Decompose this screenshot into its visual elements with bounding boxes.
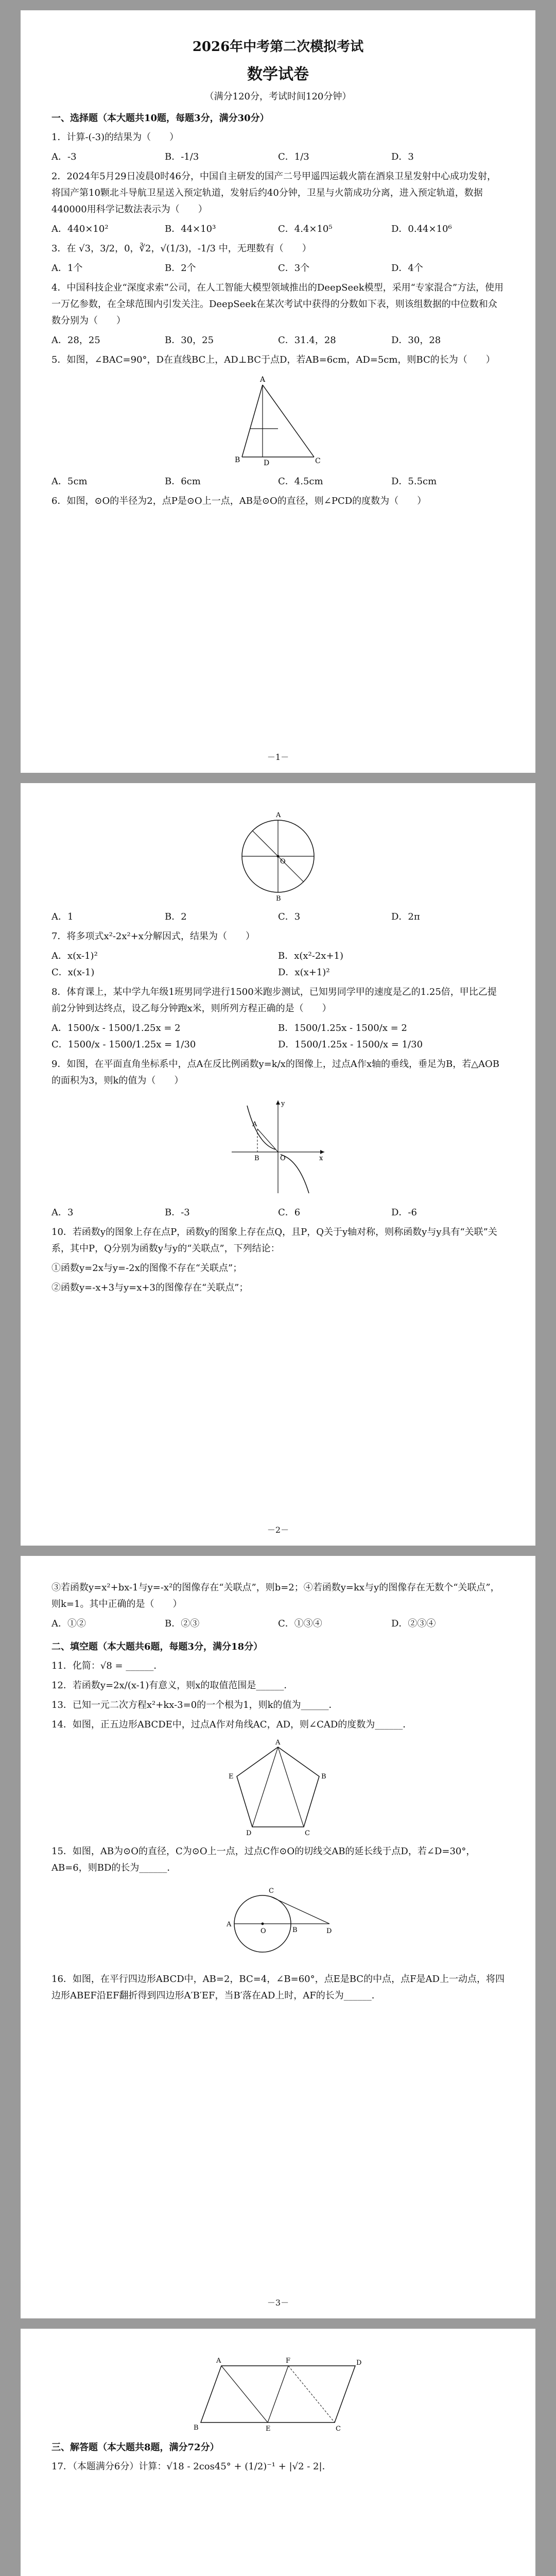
q15: 15．如图，AB为⊙O的直径，C为⊙O上一点，过点C作⊙O的切线交AB的延长线于点D，若∠D=30°，AB=6，则BD的长为______． xyxy=(51,1846,476,1873)
q7-options xyxy=(51,948,505,981)
q1-option-a: A．-3 xyxy=(51,151,77,162)
q9-option-a: A．3 xyxy=(51,1207,74,1218)
svg-text:D: D xyxy=(264,459,270,467)
q1-options xyxy=(51,149,505,165)
q7-option-c: C．x(x-1) xyxy=(51,967,95,978)
q4-option-d: D．30，28 xyxy=(391,335,441,346)
q10-option-d: D．②③④ xyxy=(391,1618,436,1629)
q1-option-b: B．-1/3 xyxy=(165,151,199,162)
q2-option-b: B．44×10³ xyxy=(165,224,216,234)
q17: 17．（本题满分6分）计算：√18 - 2cos45° + (1/2)⁻¹ + |√2 - 2|． xyxy=(51,2461,332,2472)
page-number: －2－ xyxy=(267,1525,289,1535)
q10-option-c: C．①③④ xyxy=(278,1618,322,1629)
svg-text:C: C xyxy=(315,457,321,465)
section-2-title: 二、填空题（本大题共6题，每题3分，满分18分） xyxy=(51,1641,263,1652)
svg-text:E: E xyxy=(229,1773,234,1781)
q8-stem: 8．体育课上，某中学九年级1班男同学进行1500米跑步测试，已知男同学甲的速度是乙的1.25倍，甲比乙提前2分钟到达终点，设乙每分钟跑x米，则所列方程正确的是（ ） xyxy=(51,987,497,1014)
q4-stem: 4．中国科技企业“深度求索”公司，在人工智能大模型领域推出的DeepSeek模型，采用“专家混合”方法，使用一万亿参数，在全球范围内引发关注。DeepSeek在某次考试中获得的分数如下表，则该组数据的中位数和众数分别为（ ） xyxy=(51,282,504,326)
svg-text:B: B xyxy=(254,1155,259,1162)
q16: 16．如图，在平行四边形ABCD中，AB=2，BC=4，∠B=60°，点E是BC的中点，点F是AD上一动点，将四边形ABEF沿EF翻折得到四边形A′B′EF，当B′落在AD上时，AF的长为______． xyxy=(51,1974,505,2001)
svg-text:A: A xyxy=(275,1739,281,1747)
svg-text:F: F xyxy=(286,2357,291,2365)
q5-option-b: B．6cm xyxy=(165,476,201,487)
q6-option-d: D．2π xyxy=(391,911,420,922)
q3-option-d: D．4个 xyxy=(391,263,423,274)
svg-text:C: C xyxy=(305,1829,310,1837)
page-2 xyxy=(21,783,535,1546)
svg-text:B: B xyxy=(321,1773,326,1781)
section-3-title: 三、解答题（本大题共8题，满分72分） xyxy=(51,2442,219,2453)
q8-option-c: C．1500/x - 1500/1.25x = 1/30 xyxy=(51,1039,196,1050)
q11: 11．化简：√8 = ______． xyxy=(51,1660,163,1671)
q16-parallelogram-figure xyxy=(190,2355,366,2433)
q6-option-b: B．2 xyxy=(165,911,187,922)
q8-option-b: B．1500/1.25x - 1500/x = 2 xyxy=(278,1023,407,1033)
svg-text:A: A xyxy=(252,1121,257,1128)
exam-title: 2026年中考第二次模拟考试 xyxy=(192,39,364,55)
q15-circle-tangent-figure xyxy=(221,1883,335,1965)
q10-option-b: B．②③ xyxy=(165,1618,200,1629)
q5-options xyxy=(51,473,505,490)
section-1-title: 一、选择题（本大题共10题，每题3分，满分30分） xyxy=(51,113,269,124)
q10-options xyxy=(51,1616,505,1632)
page-1 xyxy=(21,10,535,773)
q5-stem: 5．如图，∠BAC=90°，D在直线BC上，AD⊥BC于点D，若AB=6cm，AD=5cm，则BC的长为（ ） xyxy=(51,354,495,365)
svg-text:B: B xyxy=(235,456,240,464)
q4-option-b: B．30，25 xyxy=(165,335,214,346)
svg-text:A: A xyxy=(276,811,281,819)
q8-options xyxy=(51,1020,505,1053)
svg-text:B: B xyxy=(276,895,281,903)
svg-text:D: D xyxy=(326,1927,332,1935)
svg-text:B: B xyxy=(292,1926,298,1934)
q6-options xyxy=(51,909,505,925)
q6-stem: 6．如图，⊙O的半径为2，点P是⊙O上一点，AB是⊙O的直径，则∠PCD的度数为（ ） xyxy=(51,496,427,506)
svg-text:B: B xyxy=(194,2424,199,2432)
q3-stem: 3．在 √3，3/2，0，∛2，√(1/3)，-1/3 中，无理数有（ ） xyxy=(51,243,311,254)
q17-answer-space xyxy=(51,2478,505,2576)
q9-option-b: B．-3 xyxy=(165,1207,190,1218)
q3-option-b: B．2个 xyxy=(165,263,196,274)
q7-option-b: B．x(x²-2x+1) xyxy=(278,951,344,961)
svg-text:C: C xyxy=(269,1887,274,1895)
q2-option-c: C．4.4×10⁵ xyxy=(278,224,333,234)
svg-text:O: O xyxy=(280,858,286,866)
exam-meta: （满分120分，考试时间120分钟） xyxy=(204,91,352,102)
q2-options xyxy=(51,221,505,238)
page-4 xyxy=(21,2329,535,2576)
q9-stem: 9．如图，在平面直角坐标系中，点A在反比例函数y=k/x的图像上，过点A作x轴的垂线，垂足为B，若△AOB的面积为3，则k的值为（ ） xyxy=(51,1059,500,1086)
svg-text:x: x xyxy=(319,1155,323,1162)
q12: 12．若函数y=2x/(x-1)有意义，则x的取值范围是______． xyxy=(51,1680,293,1691)
q10-continuation: ③若函数y=x²+bx-1与y=-x²的图像存在“关联点”，则b=2；④若函数y=kx与y的图像存在无数个“关联点”，则k=1。其中正确的是（ ） xyxy=(51,1582,500,1609)
svg-text:O: O xyxy=(260,1927,266,1935)
q9-option-c: C．6 xyxy=(278,1207,301,1218)
svg-text:A: A xyxy=(260,376,266,384)
q5-option-d: D．5.5cm xyxy=(391,476,437,487)
page-3 xyxy=(21,1556,535,2318)
q14-pentagon-figure xyxy=(227,1739,329,1837)
page-number: －3－ xyxy=(267,2298,289,2308)
svg-text:O: O xyxy=(280,1155,286,1162)
q13: 13．已知一元二次方程x²+kx-3=0的一个根为1，则k的值为______． xyxy=(51,1700,338,1710)
q10-option-a: A．①② xyxy=(51,1618,86,1629)
q6-option-a: A．1 xyxy=(51,911,74,922)
q5-option-c: C．4.5cm xyxy=(278,476,323,487)
svg-text:D: D xyxy=(356,2359,362,2367)
q9-option-d: D．-6 xyxy=(391,1207,417,1218)
svg-text:A: A xyxy=(227,1921,232,1928)
subject-title: 数学试卷 xyxy=(247,65,309,83)
q1-option-d: D．3 xyxy=(391,151,414,162)
q6-option-c: C．3 xyxy=(278,911,301,922)
svg-text:D: D xyxy=(246,1829,252,1837)
q3-option-c: C．3个 xyxy=(278,263,310,274)
q5-option-a: A．5cm xyxy=(51,476,88,487)
svg-text:A: A xyxy=(216,2357,221,2365)
q3-option-a: A．1个 xyxy=(51,263,83,274)
q7-option-d: D．x(x+1)² xyxy=(278,967,330,978)
q4-options xyxy=(51,332,505,349)
q7-option-a: A．x(x-1)² xyxy=(51,951,98,961)
q6-circle-figure xyxy=(232,810,324,903)
page-number: －1－ xyxy=(267,752,289,762)
q10-item-1: ①函数y=2x与y=-2x的图像不存在“关联点”； xyxy=(51,1263,242,1274)
q2-stem: 2．2024年5月29日凌晨0时46分，中国自主研发的国产二号甲遥四运载火箭在酒泉卫星发射中心成功发射，将国产第10颗北斗导航卫星送入预定轨道，发射后约40分钟，卫星与火箭成功分离，进入预定轨道，数据440000用科学记数法表示为（ ） xyxy=(51,171,496,215)
q2-option-d: D．0.44×10⁶ xyxy=(391,224,452,234)
svg-text:C: C xyxy=(336,2425,341,2433)
q9-graph-figure xyxy=(227,1095,329,1198)
q2-option-a: A．440×10² xyxy=(51,224,109,234)
q8-option-a: A．1500/x - 1500/1.25x = 2 xyxy=(51,1023,181,1033)
q8-option-d: D．1500/1.25x - 1500/x = 1/30 xyxy=(278,1039,423,1050)
q14: 14．如图，正五边形ABCDE中，过点A作对角线AC，AD，则∠CAD的度数为______． xyxy=(51,1719,412,1730)
q4-option-c: C．31.4，28 xyxy=(278,335,336,346)
q4-option-a: A．28，25 xyxy=(51,335,100,346)
svg-text:E: E xyxy=(266,2425,271,2433)
q1-option-c: C．1/3 xyxy=(278,151,309,162)
q7-stem: 7．将多项式x²-2x²+x分解因式，结果为（ ） xyxy=(51,931,255,942)
q10-stem: 10．若函数y的图象上存在点P，函数y的图象上存在点Q，且P，Q关于y轴对称，则称函数y与y具有“关联”关系，其中P，Q分别为函数y与y的“关联点”，下列结论： xyxy=(51,1227,497,1254)
q5-triangle-figure xyxy=(232,375,324,467)
q3-options xyxy=(51,260,505,277)
q10-item-2: ②函数y=-x+3与y=x+3的图像存在“关联点”； xyxy=(51,1282,249,1293)
q9-options xyxy=(51,1205,505,1221)
q1-stem: 1．计算-(-3)的结果为（ ） xyxy=(51,132,179,143)
svg-text:y: y xyxy=(281,1100,285,1108)
